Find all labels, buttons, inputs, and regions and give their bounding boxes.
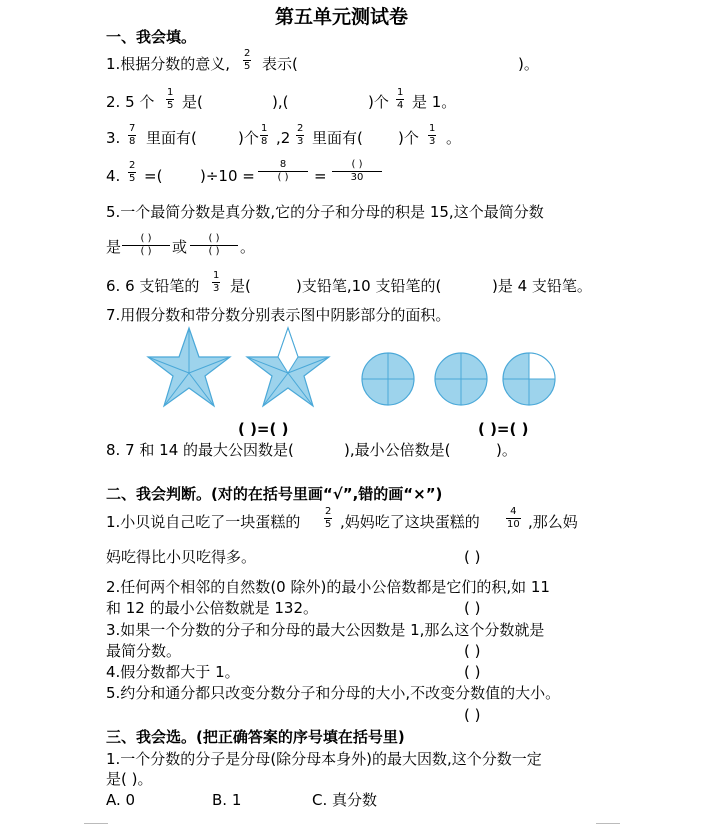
fraction: ( ) 30 [332, 160, 382, 183]
fraction: 2 3 [297, 123, 304, 147]
fraction: 1 5 [167, 87, 174, 111]
judge-answer-blank-1[interactable]: ( ) [464, 548, 481, 566]
fraction: 4 10 [507, 506, 520, 530]
question-1-7: 7.用假分数和带分数分别表示图中阴影部分的面积。 [106, 306, 451, 324]
judge-answer-blank-3[interactable]: ( ) [464, 642, 481, 660]
page-mark-left [84, 823, 108, 824]
section-3-heading: 三、我会选。(把正确答案的序号填在括号里) [106, 728, 405, 746]
answer-blank-stars[interactable]: ( )=( ) [238, 420, 289, 438]
option-a[interactable]: A. 0 [106, 791, 136, 809]
star-figure-2 [247, 328, 329, 406]
fraction: ( ) ( ) [122, 234, 170, 257]
section-2-heading: 二、我会判断。(对的在括号里画“√”,错的画“×”) [106, 485, 443, 503]
answer-blank-circles[interactable]: ( )=( ) [478, 420, 529, 438]
circle-figure-3 [503, 353, 555, 405]
option-c[interactable]: C. 真分数 [312, 791, 378, 809]
fraction: 2 5 [129, 160, 136, 184]
judge-answer-blank-2[interactable]: ( ) [464, 599, 481, 617]
section-1-heading: 一、我会填。 [106, 28, 197, 46]
circle-figure-2 [435, 353, 487, 405]
page-mark-right [596, 823, 620, 824]
star-figure-1 [148, 328, 230, 406]
fraction: 1 4 [397, 87, 404, 111]
fraction: 2 5 [244, 48, 251, 72]
fraction: 1 3 [429, 123, 436, 147]
judge-answer-blank-5[interactable]: ( ) [464, 706, 481, 724]
fraction: 8 ( ) [258, 160, 308, 183]
circle-figure-1 [362, 353, 414, 405]
fraction: 2 5 [325, 506, 332, 530]
fraction: 7 8 [129, 123, 136, 147]
fraction: 1 3 [213, 270, 220, 294]
option-b[interactable]: B. 1 [212, 791, 242, 809]
fraction: 1 8 [261, 123, 268, 147]
judge-answer-blank-4[interactable]: ( ) [464, 663, 481, 681]
fraction: ( ) ( ) [190, 234, 238, 257]
page-title: 第五单元测试卷 [275, 6, 409, 28]
